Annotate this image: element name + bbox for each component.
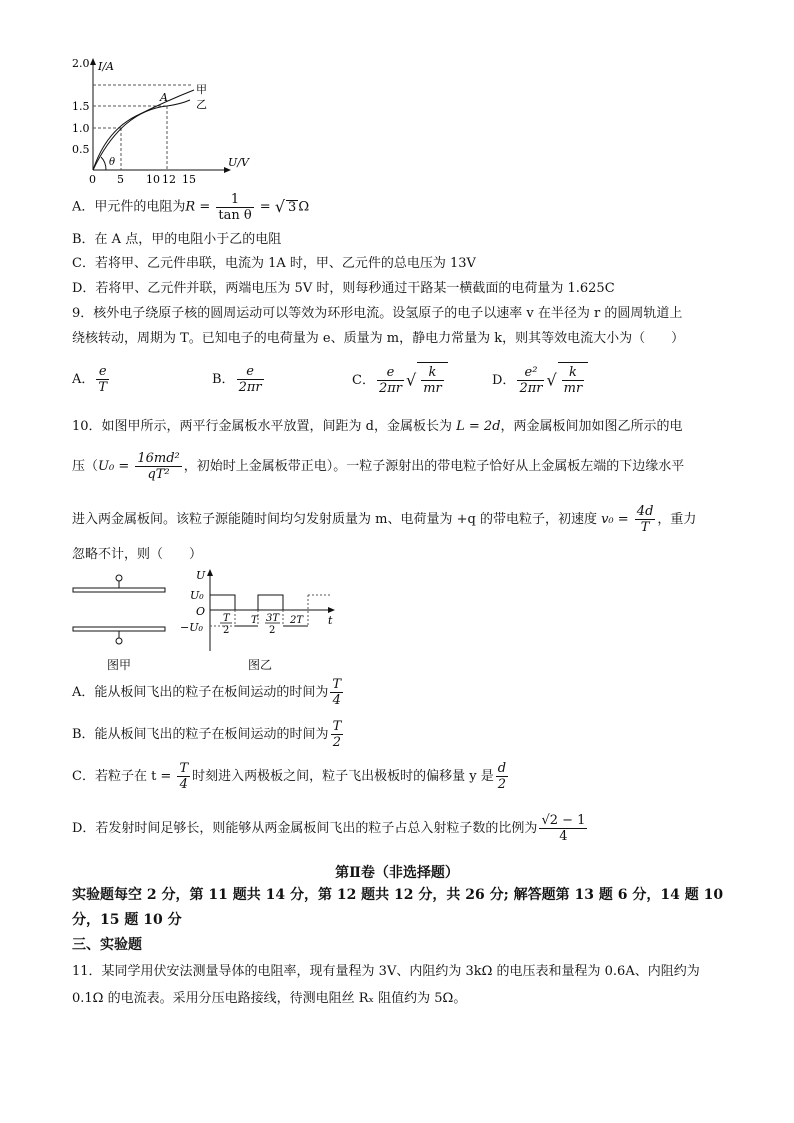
q10-b-den: 2 [332, 735, 342, 750]
q8-option-a [72, 188, 309, 226]
fig-yi-wave [180, 565, 340, 657]
x-tick-15: 15 [182, 173, 196, 186]
q8-a-unit: Ω [298, 199, 310, 215]
q10-l2b: U₀ = [98, 459, 134, 474]
q9-d-sqfrac [562, 365, 585, 396]
section-heading: 三、实验题 [72, 937, 142, 953]
q10-l3b: v₀ = [601, 512, 633, 527]
q9-a-label: A． [72, 372, 95, 387]
label-jia: 甲 [196, 83, 207, 96]
q10-b-frac [331, 719, 344, 750]
q10-b-num: T [332, 719, 342, 734]
q9-d-frac [517, 365, 544, 396]
upper-plate [73, 588, 165, 592]
q10-d-frac [539, 813, 587, 844]
point-a: A [160, 91, 168, 104]
q11-line1: 11．某同学用伏安法测量导体的电阻率，现有量程为 3V、内阻约为 3kΩ 的电压表和量程为 0.6A、内阻约为 [72, 964, 700, 979]
q10-a-num: T [332, 677, 342, 692]
q10-l2c: ，初始时上金属板带正电）。一粒子源射出的带电粒子恰好从上金属板左端的下边缘水平 [183, 459, 685, 474]
q9-c-sqden: mr [423, 381, 442, 396]
sqrt-icon: √ [274, 197, 286, 216]
curve-yi [93, 100, 190, 170]
q9-a-num: e [96, 364, 109, 380]
q9-option-d [492, 362, 588, 399]
q10-line4: 忽略不计，则（ ） [72, 547, 203, 562]
q9-line1: 9．核外电子绕原子核的圆周运动可以等效为环形电流。设氢原子的电子以速率 v 在半径为 r 的圆周轨道上 [72, 306, 683, 321]
part2-note-1: 实验题每空 2 分，第 11 题共 14 分，第 12 题共 12 分，共 26 分; 解答题第 13 题 6 分，14 题 10 [72, 887, 724, 903]
tick-half-den: 2 [223, 625, 230, 636]
q9-option-a [72, 362, 111, 398]
q9-d-label: D． [492, 373, 516, 388]
u-label: U [196, 569, 206, 582]
q9-d-sqrt [558, 362, 589, 399]
q10-u0-den: qT² [147, 467, 170, 482]
q9-b-den: 2πr [238, 380, 262, 395]
q9-c-sqnum: k [421, 365, 444, 381]
q10-d-text: D．若发射时间足够长，则能够从两金属板间飞出的粒子占总入射粒子数的比例为 [72, 821, 538, 836]
q10-c-text2: 时刻进入两极板之间，粒子飞出极板时的偏移量 y 是 [192, 769, 494, 784]
q9-d-den: 2πr [519, 381, 543, 396]
q8-option-b: B．在 A 点，甲的电阻小于乙的电阻 [72, 232, 282, 247]
q10-line1 [72, 418, 683, 436]
q10-line3 [72, 500, 696, 540]
x-tick-10: 10 [146, 173, 160, 186]
q9-a-den: T [98, 380, 108, 395]
tick-t: T [251, 615, 258, 626]
q10-option-a [72, 674, 345, 712]
q9-d-sqden: mr [563, 381, 583, 396]
q10-a-text: A．能从板间飞出的粒子在板间运动的时间为 [72, 685, 329, 700]
q9-a-frac [96, 364, 109, 395]
y-tick-1-5: 1.5 [72, 100, 90, 113]
lower-terminal [116, 638, 122, 644]
theta-arc [101, 157, 106, 170]
q10-l1c: ，两金属板间加如图乙所示的电 [500, 419, 683, 434]
q10-c-num: T [179, 761, 189, 776]
q9-c-label: C． [352, 373, 375, 388]
q10-c-frac [177, 761, 190, 792]
q9-c-den: 2πr [378, 381, 402, 396]
q9-c-num: e [377, 365, 404, 381]
part2-title: 第Ⅱ卷（非选择题） [335, 865, 459, 881]
q9-option-c [352, 362, 448, 399]
part2-note-2: 分，15 题 10 分 [72, 912, 182, 928]
q10-c-frac2 [496, 761, 508, 792]
tick-half-num: T [223, 613, 230, 624]
q9-b-num: e [237, 364, 264, 380]
q11-line2: 0.1Ω 的电流表。采用分压电路接线，待测电阻丝 Rₓ 阻值约为 5Ω。 [72, 991, 467, 1006]
q8-option-c: C．若将甲、乙元件串联，电流为 1A 时，甲、乙元件的总电压为 13V [72, 256, 476, 271]
fig-jia-caption: 图甲 [107, 658, 132, 672]
q10-l2a: 压（ [72, 459, 99, 474]
q10-l1a: 10．如图甲所示，两平行金属板水平放置，间距为 d，金属板长为 [72, 419, 457, 434]
fig-yi-caption: 图乙 [248, 658, 273, 672]
t-axis-arrow [328, 607, 335, 613]
q8-a-eq: = [195, 199, 215, 215]
q9-c-sqrt [417, 362, 448, 399]
q9-b-frac [237, 364, 264, 395]
q9-c-frac [377, 365, 404, 396]
q8-a-sqrt: 3 [288, 199, 297, 215]
x-tick-5: 5 [117, 173, 124, 186]
q10-c-text1: C．若粒子在 t = [72, 769, 176, 784]
q8-a-den: tan θ [218, 207, 252, 223]
y-tick-1: 1.0 [72, 122, 90, 135]
sqrt-icon: √ [405, 370, 417, 390]
q8-a-text: A．甲元件的电阻为 [72, 199, 186, 215]
q10-option-c [72, 758, 510, 796]
q9-b-label: B． [212, 372, 235, 387]
q9-option-b [212, 362, 266, 398]
q9-d-num: e² [517, 365, 544, 381]
q10-a-den: 4 [332, 693, 341, 708]
q10-d-den: 4 [559, 829, 568, 844]
upper-terminal [116, 575, 122, 581]
x-axis-label: U/V [228, 156, 249, 169]
y-tick-0-5: 0.5 [72, 143, 90, 156]
neg-u0-label: −U₀ [180, 621, 203, 634]
q10-v0-num: 4d [636, 504, 654, 519]
q8-a-r: R [185, 199, 196, 215]
lower-plate [73, 627, 165, 631]
q8-a-eq2: = [255, 199, 275, 215]
origin-label: O [196, 605, 206, 618]
q10-l3c: ，重力 [657, 512, 697, 527]
q10-c-den2: 2 [497, 777, 507, 792]
q10-d-num: √2 − 1 [541, 813, 586, 828]
q8-a-frac [216, 192, 253, 223]
q10-u0-num: 16md² [137, 451, 180, 466]
sqrt-icon: √ [546, 370, 557, 390]
tick-3half-num: 3T [266, 613, 280, 624]
q10-line2 [72, 447, 684, 487]
q8-a-num: 1 [216, 192, 253, 208]
q10-v0-frac [635, 504, 656, 535]
u-axis-arrow [207, 569, 213, 576]
q10-v0-den: T [640, 520, 650, 535]
theta-label: θ [109, 157, 116, 168]
iu-graph [66, 56, 266, 188]
q10-option-d [72, 810, 589, 848]
u0-label: U₀ [190, 589, 204, 602]
label-yi: 乙 [196, 98, 207, 111]
q10-option-b [72, 716, 345, 754]
q10-l3a: 进入两金属板间。该粒子源能随时间均匀发射质量为 m、电荷量为 +q 的带电粒子，初速度 [72, 512, 602, 527]
q9-line2: 绕核转动，周期为 T。已知电子的电荷量为 e、质量为 m，静电力常量为 k，则其等效电流大小为（ ） [72, 331, 685, 346]
iu-axes [90, 58, 231, 173]
x-tick-12: 12 [162, 173, 176, 186]
tick-3half-den: 2 [269, 625, 276, 636]
tick-2t: 2T [290, 615, 304, 626]
q10-c-num2: d [497, 761, 507, 776]
q9-c-sqfrac [421, 365, 444, 396]
q10-c-den: 4 [179, 777, 188, 792]
x-tick-0: 0 [89, 173, 96, 186]
q9-d-sqnum: k [562, 365, 585, 381]
q10-l1b: L = 2d [456, 419, 501, 434]
y-axis-label: I/A [98, 60, 114, 73]
q10-a-frac [330, 677, 343, 708]
q10-b-text: B．能从板间飞出的粒子在板间运动的时间为 [72, 727, 329, 742]
fig-jia-plates [70, 572, 170, 652]
q10-u0-frac [135, 451, 181, 482]
y-tick-2: 2.0 [72, 57, 90, 70]
q8-option-d: D．若将甲、乙元件并联，两端电压为 5V 时，则每秒通过干路某一横截面的电荷量为 1.625C [72, 281, 615, 296]
t-label: t [328, 614, 333, 627]
